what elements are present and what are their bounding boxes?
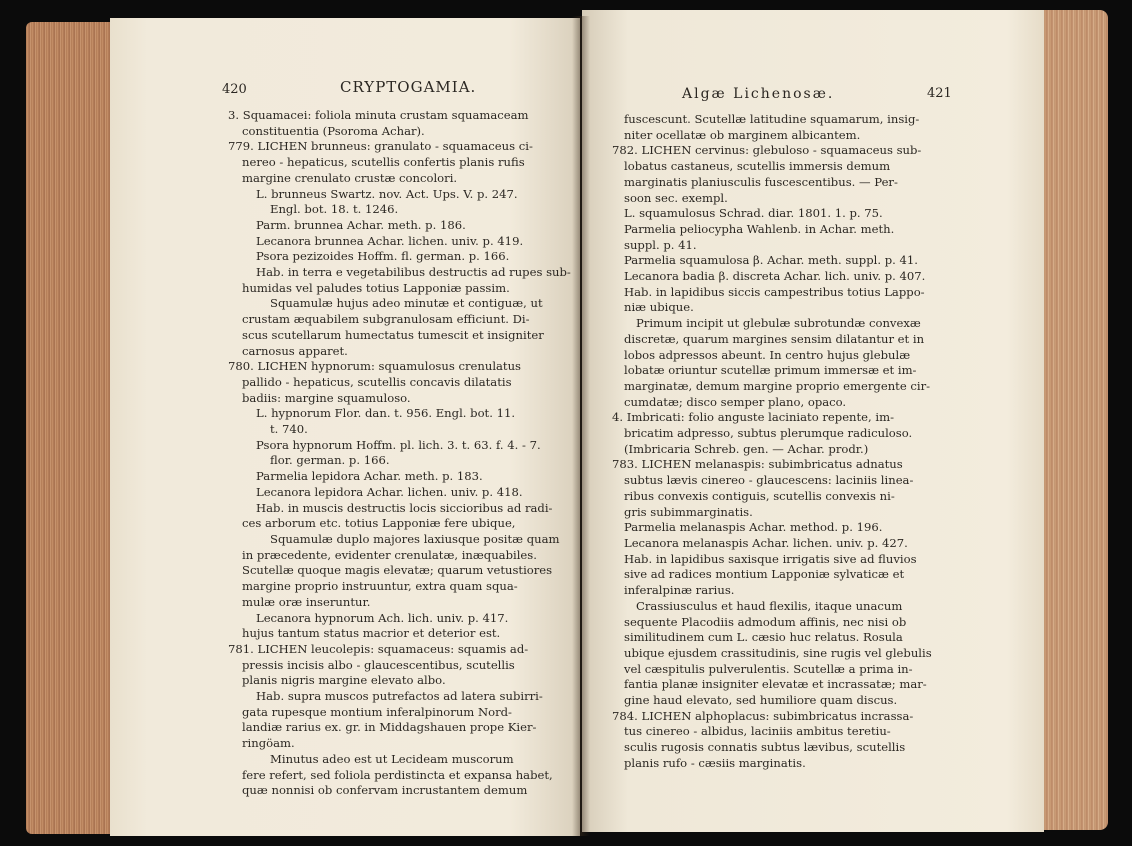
text-line: fuscescunt. Scutellæ latitudine squamarum, insig- xyxy=(624,112,920,126)
text-line: Squamulæ hujus adeo minutæ et contiguæ, ut xyxy=(270,296,543,311)
text-line: lobatus castaneus, scutellis immersis demum xyxy=(624,159,891,174)
text-line: 782. LICHEN cervinus: glebuloso - squamaceus sub- xyxy=(612,143,922,158)
text-line: soon sec. exempl. xyxy=(624,190,728,205)
running-header: Algæ Lichenosæ. xyxy=(682,86,835,102)
text-line: flor. german. p. 166. xyxy=(270,453,390,468)
text-line: carnosus apparet. xyxy=(242,343,348,358)
text-line: badiis: margine squamuloso. xyxy=(242,390,411,405)
text-line: pressis incisis albo - glaucescentibus, scutellis xyxy=(242,657,515,672)
running-header: CRYPTOGAMIA. xyxy=(340,78,477,96)
text-line: Scutellæ quoque magis elevatæ; quarum vetustiores xyxy=(242,563,553,578)
text-line: margine crenulato crustæ concolori. xyxy=(242,170,458,185)
text-line: ces arborum etc. totius Lapponiæ fere ubique, xyxy=(242,516,516,531)
text-line: sculis rugosis connatis subtus lævibus, scutellis xyxy=(624,740,906,755)
text-line: lobos adpressos abeunt. In centro hujus glebulæ xyxy=(624,347,911,362)
text-line: discretæ, quarum margines sensim dilatantur et in xyxy=(624,331,925,346)
left-page-edges xyxy=(26,22,122,834)
text-line: 4. Imbricati: folio anguste laciniato repente, im- xyxy=(612,410,895,425)
text-line: inferalpinæ rarius. xyxy=(624,583,735,598)
text-line: crustam æquabilem subgranulosam efficiunt. Di- xyxy=(242,312,530,327)
text-line: L. hypnorum Flor. dan. t. 956. Engl. bot. 11. xyxy=(256,406,516,421)
text-line: Parmelia lepidora Achar. meth. p. 183. xyxy=(256,469,483,484)
text-line: Parmelia peliocypha Wahlenb. in Achar. meth. xyxy=(624,221,895,236)
text-line: Hab. in terra e vegetabilibus destructis ad rupes sub- xyxy=(256,265,571,280)
text-line: similitudinem cum L. cæsio huc relatus. Rosula xyxy=(624,630,903,645)
text-line: Engl. bot. 18. t. 1246. xyxy=(270,202,399,217)
text-line: in præcedente, evidenter crenulatæ, inæquabiles. xyxy=(242,547,537,562)
text-line: constituentia (Psoroma Achar). xyxy=(242,123,425,138)
text-line: Lecanora melanaspis Achar. lichen. univ. p. 427. xyxy=(624,535,908,550)
text-line: bricatim adpresso, subtus plerumque radiculoso. xyxy=(624,426,913,441)
page-number: 421 xyxy=(927,86,952,101)
text-line: Hab. supra muscos putrefactos ad latera subirri- xyxy=(256,689,543,704)
text-line: 3. Squamacei: foliola minuta crustam squamaceam xyxy=(228,108,529,122)
text-line: gris subimmarginatis. xyxy=(624,504,753,519)
text-line: Squamulæ duplo majores laxiusque positæ quam xyxy=(270,531,560,546)
page-body xyxy=(612,112,1032,772)
left-page xyxy=(110,18,580,836)
text-line: 781. LICHEN leucolepis: squamaceus: squamis ad- xyxy=(228,641,529,656)
text-line: cumdatæ; disco semper plano, opaco. xyxy=(624,394,847,409)
text-line: fere refert, sed foliola perdistincta et expansa habet, xyxy=(242,767,553,782)
text-line: sive ad radices montium Lapponiæ sylvaticæ et xyxy=(624,567,905,582)
text-line: 780. LICHEN hypnorum: squamulosus crenulatus xyxy=(228,359,522,374)
text-line: ubique ejusdem crassitudinis, sine rugis vel glebulis xyxy=(624,645,932,660)
text-line: nereo - hepaticus, scutellis confertis planis rufis xyxy=(242,155,525,170)
text-line: Psora hypnorum Hoffm. pl. lich. 3. t. 63. f. 4. - 7. xyxy=(256,437,541,452)
text-line: ribus convexis contiguis, scutellis convexis ni- xyxy=(624,488,895,503)
right-page xyxy=(582,10,1044,832)
text-line: humidas vel paludes totius Lapponiæ passim. xyxy=(242,280,510,295)
text-line: subtus lævis cinereo - glaucescens: laciniis linea- xyxy=(624,473,914,488)
text-line: t. 740. xyxy=(270,422,308,437)
text-line: 784. LICHEN alphoplacus: subimbricatus incrassa- xyxy=(612,708,914,723)
page-body xyxy=(228,108,580,799)
text-line: Hab. in lapidibus siccis campestribus totius Lappo- xyxy=(624,284,925,299)
text-line: 783. LICHEN melanaspis: subimbricatus adnatus xyxy=(612,457,903,472)
text-line: Lecanora hypnorum Ach. lich. univ. p. 417. xyxy=(256,610,509,625)
text-line: Parm. brunnea Achar. meth. p. 186. xyxy=(256,217,466,232)
text-line: lobatæ oriuntur scutellæ primum immersæ et im- xyxy=(624,363,917,378)
text-line: Crassiusculus et haud flexilis, itaque unacum xyxy=(636,598,903,613)
text-line: marginatis planiusculis fuscescentibus. — Per- xyxy=(624,174,898,189)
text-line: Primum incipit ut glebulæ subrotundæ convexæ xyxy=(636,316,921,331)
text-line: Psora pezizoides Hoffm. fl. german. p. 166. xyxy=(256,249,510,264)
text-line: planis rufo - cæsiis marginatis. xyxy=(624,755,806,770)
text-line: hujus tantum status macrior et deterior est. xyxy=(242,626,501,641)
text-line: Minutus adeo est ut Lecideam muscorum xyxy=(270,751,514,766)
page-number: 420 xyxy=(222,82,247,97)
text-line: planis nigris margine elevato albo. xyxy=(242,673,446,688)
right-page-edges xyxy=(1040,10,1108,830)
text-line: Hab. in lapidibus saxisque irrigatis sive ad fluvios xyxy=(624,551,917,566)
text-line: suppl. p. 41. xyxy=(624,237,697,252)
text-line: niter ocellatæ ob marginem albicantem. xyxy=(624,127,861,142)
text-line: Lecanora lepidora Achar. lichen. univ. p. 418. xyxy=(256,484,523,499)
text-line: Parmelia melanaspis Achar. method. p. 196. xyxy=(624,520,883,535)
text-line: L. brunneus Swartz. nov. Act. Ups. V. p. 247. xyxy=(256,186,518,201)
text-line: L. squamulosus Schrad. diar. 1801. 1. p. 75. xyxy=(624,206,883,221)
text-line: Hab. in muscis destructis locis siccioribus ad radi- xyxy=(256,500,553,515)
text-line: ringöam. xyxy=(242,736,295,751)
text-line: tus cinereo - albidus, laciniis ambitus teretiu- xyxy=(624,724,891,739)
text-line: gata rupesque montium inferalpinorum Nord- xyxy=(242,704,512,719)
text-line: mulæ oræ inseruntur. xyxy=(242,594,371,609)
text-line: Lecanora badia β. discreta Achar. lich. univ. p. 407. xyxy=(624,269,926,284)
text-line: quæ nonnisi ob confervam incrustantem demum xyxy=(242,783,528,798)
text-line: sequente Placodiis admodum affinis, nec nisi ob xyxy=(624,614,907,629)
book-gutter xyxy=(572,16,590,836)
text-line: scus scutellarum humectatus tumescit et insigniter xyxy=(242,327,544,342)
text-line: vel cæspitulis pulverulentis. Scutellæ a prima in- xyxy=(624,661,913,676)
text-line: pallido - hepaticus, scutellis concavis dilatatis xyxy=(242,374,512,389)
text-line: fantia planæ insigniter elevatæ et incrassatæ; mar- xyxy=(624,677,927,692)
text-line: margine proprio instruuntur, extra quam squa- xyxy=(242,579,518,594)
text-line: (Imbricaria Schreb. gen. — Achar. prodr.) xyxy=(624,441,869,456)
text-line: gine haud elevato, sed humiliore quam discus. xyxy=(624,693,898,708)
text-line: 779. LICHEN brunneus: granulato - squamaceus ci- xyxy=(228,139,533,154)
text-line: Lecanora brunnea Achar. lichen. univ. p. 419. xyxy=(256,233,524,248)
text-line: landiæ rarius ex. gr. in Middagshauen prope Kier- xyxy=(242,720,537,735)
text-line: niæ ubique. xyxy=(624,300,694,315)
text-line: Parmelia squamulosa β. Achar. meth. suppl. p. 41. xyxy=(624,253,918,268)
text-line: marginatæ, demum margine proprio emergente cir- xyxy=(624,378,931,393)
